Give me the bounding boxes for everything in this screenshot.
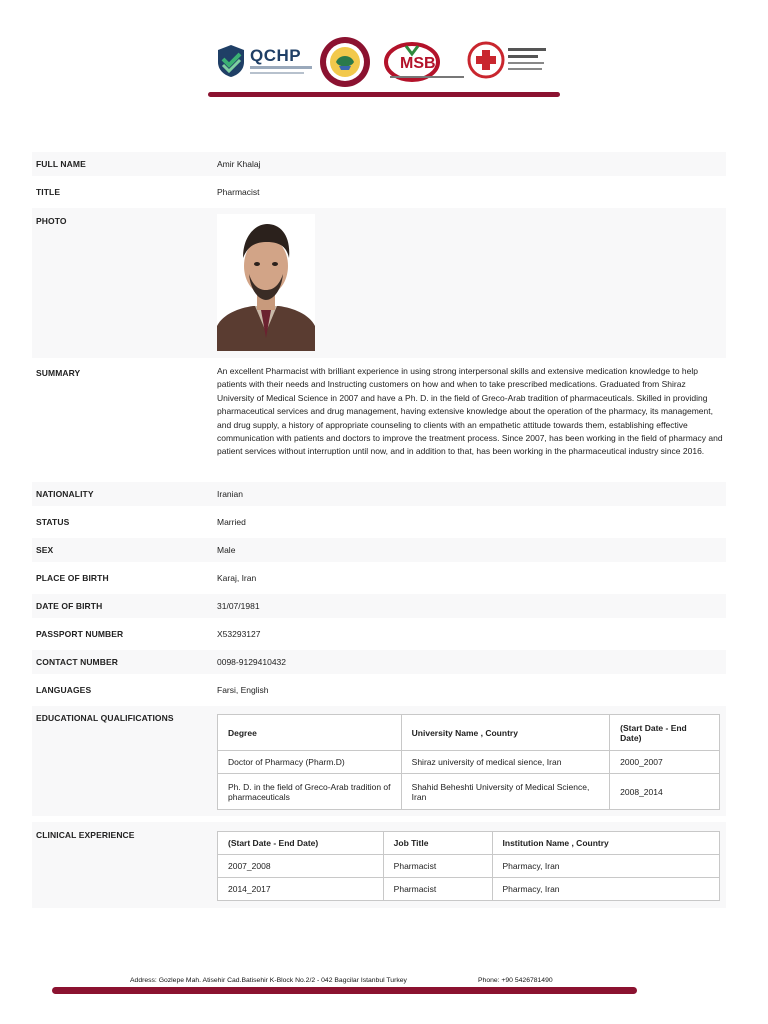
status-label: STATUS — [36, 517, 70, 527]
row-full-name — [32, 152, 726, 176]
summary-value: An excellent Pharmacist with brilliant experience in using strong interpersonal skills and extensive medication knowledge to help patients with their needs and Instructing customers on how and when to take prescribed medications. Graduated from Shiraz University of Medical Science in 2007 and have a Ph. D. in the field of Greco-Arab tradition of pharmaceuticals. Skilled in providing pharmaceutical services and drug management, having extensive knowledge about the operation of the pharmacy, its management, and drug supply, a history of appropriate counseling to clients with an empathetic attitude towards them, establishing effective communication with patients and doctors to improve the treatment process. Since 2007, has been working in the field of pharmacy and patient services without interruption until now, and in addition to that, has been working in the pharmaceutical industry since 2016. — [217, 366, 723, 457]
header-logos — [210, 34, 555, 92]
passport-number-label: PASSPORT NUMBER — [36, 629, 124, 639]
svg-text:MSB: MSB — [400, 55, 436, 72]
education-dates-cell: 2000_2007 — [610, 751, 720, 774]
nationality-value: Iranian — [217, 489, 243, 499]
date-of-birth-label: DATE OF BIRTH — [36, 601, 103, 611]
nationality-label: NATIONALITY — [36, 489, 94, 499]
sex-value: Male — [217, 545, 236, 555]
table-row — [218, 878, 720, 901]
row-photo — [32, 208, 726, 358]
footer-divider — [52, 987, 637, 994]
contact-number-label: CONTACT NUMBER — [36, 657, 118, 667]
row-nationality — [32, 482, 726, 506]
row-sex — [32, 538, 726, 562]
table-row — [218, 751, 720, 774]
table-row — [218, 774, 720, 810]
full-name-value: Amir Khalaj — [217, 159, 261, 169]
education-label: EDUCATIONAL QUALIFICATIONS — [36, 713, 174, 723]
ministry-seal-icon — [319, 36, 371, 88]
row-status — [32, 510, 726, 534]
clinical-header-dates: (Start Date - End Date) — [218, 832, 384, 855]
education-degree-cell: Ph. D. in the field of Greco-Arab tradition of pharmaceuticals — [218, 774, 402, 810]
education-table — [217, 714, 720, 810]
education-header-university: University Name , Country — [401, 715, 610, 751]
person-portrait-icon — [217, 214, 315, 351]
sex-label: SEX — [36, 545, 54, 555]
clinical-job-cell: Pharmacist — [383, 878, 492, 901]
education-university-cell: Shahid Beheshti University of Medical Science, Iran — [401, 774, 610, 810]
summary-label: SUMMARY — [36, 368, 81, 378]
row-contact-number — [32, 650, 726, 674]
row-languages — [32, 678, 726, 702]
clinical-label: CLINICAL EXPERIENCE — [36, 830, 135, 840]
row-place-of-birth — [32, 566, 726, 590]
clinical-institution-cell: Pharmacy, Iran — [492, 855, 719, 878]
date-of-birth-value: 31/07/1981 — [217, 601, 260, 611]
photo-label: PHOTO — [36, 216, 67, 226]
passport-number-value: X53293127 — [217, 629, 261, 639]
qchp-wordmark: QCHP — [250, 46, 302, 65]
footer-address: Address: Gozlepe Mah. Atisehir Cad.Batisehir K-Block No.2/2 - 042 Bagcilar Istanbul Turkey — [130, 977, 407, 984]
table-row — [218, 855, 720, 878]
languages-label: LANGUAGES — [36, 685, 92, 695]
clinical-header-institution: Institution Name , Country — [492, 832, 719, 855]
row-summary — [32, 360, 726, 476]
oman-moh-logo — [466, 38, 556, 86]
qchp-logo — [216, 42, 312, 82]
profile-photo — [217, 214, 315, 351]
clinical-institution-cell: Pharmacy, Iran — [492, 878, 719, 901]
education-dates-cell: 2008_2014 — [610, 774, 720, 810]
education-header-dates: (Start Date - End Date) — [610, 715, 720, 751]
title-label: TITLE — [36, 187, 61, 197]
moh-emblem-icon — [466, 38, 506, 84]
header-divider — [208, 92, 560, 97]
clinical-table — [217, 831, 720, 901]
footer-phone: Phone: +90 5426781490 — [478, 977, 553, 984]
msb-logo — [382, 40, 468, 84]
clinical-dates-cell: 2014_2017 — [218, 878, 384, 901]
row-date-of-birth — [32, 594, 726, 618]
title-value: Pharmacist — [217, 187, 260, 197]
education-university-cell: Shiraz university of medical sience, Iran — [401, 751, 610, 774]
education-header-row — [218, 715, 720, 751]
row-title — [32, 180, 726, 204]
education-degree-cell: Doctor of Pharmacy (Pharm.D) — [218, 751, 402, 774]
full-name-label: FULL NAME — [36, 159, 86, 169]
clinical-header-job-title: Job Title — [383, 832, 492, 855]
contact-number-value: 0098-9129410432 — [217, 657, 287, 667]
qchp-shield-icon — [216, 44, 246, 78]
place-of-birth-value: Karaj, Iran — [217, 573, 257, 583]
clinical-job-cell: Pharmacist — [383, 855, 492, 878]
education-header-degree: Degree — [218, 715, 402, 751]
clinical-header-row — [218, 832, 720, 855]
clinical-dates-cell: 2007_2008 — [218, 855, 384, 878]
row-passport-number — [32, 622, 726, 646]
place-of-birth-label: PLACE OF BIRTH — [36, 573, 109, 583]
status-value: Married — [217, 517, 246, 527]
languages-value: Farsi, English — [217, 685, 269, 695]
